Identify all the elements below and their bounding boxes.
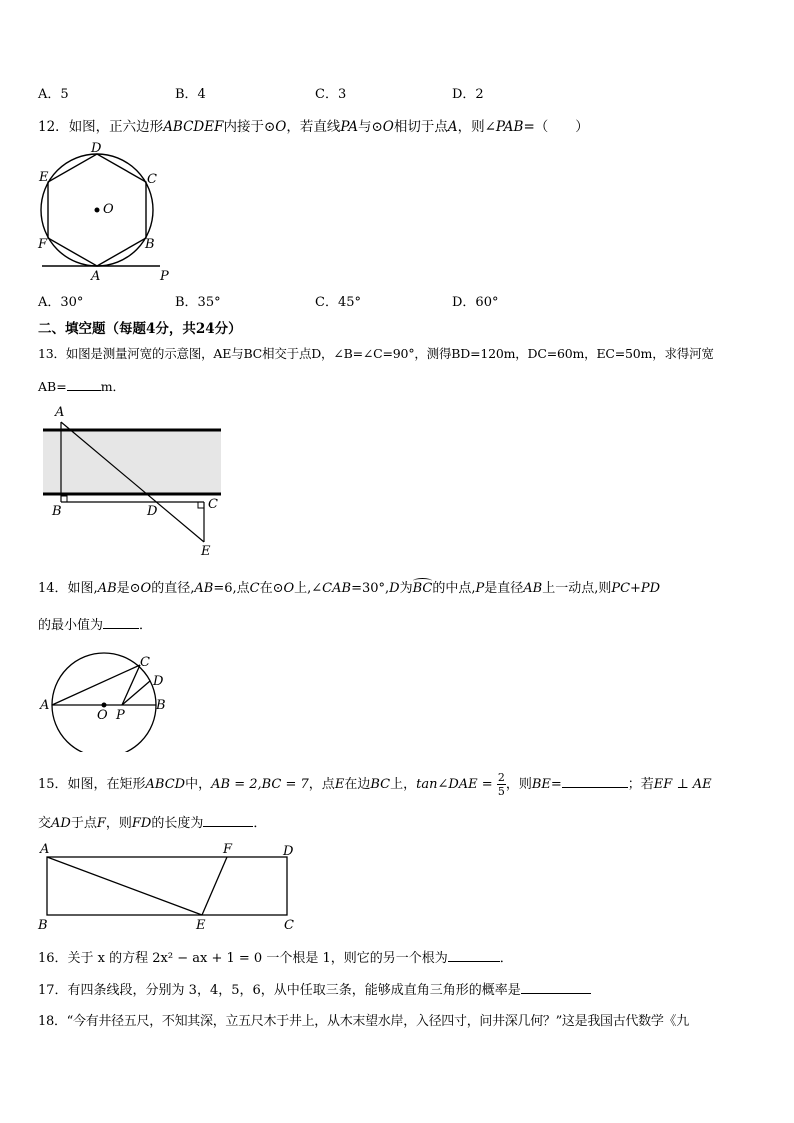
q14-center-dot [102, 703, 107, 708]
q14-label-o: O [97, 708, 108, 723]
q14-text: 为 [399, 581, 413, 596]
q14-var: O [140, 581, 152, 596]
q13-river-figure [36, 402, 236, 562]
q14-text: 上一动点,则 [542, 581, 612, 596]
q14-var: P [475, 581, 485, 596]
q12-text: 与⊙ [357, 119, 383, 135]
q14-segment-pd [122, 681, 150, 705]
q15-text: ． [253, 816, 267, 831]
q15-text: 上， [390, 777, 417, 792]
q12-text: ，若直线 [286, 119, 341, 135]
q14-segment-cp [122, 665, 140, 705]
q15-stem-line2 [38, 812, 266, 831]
q15-text: 中， [185, 777, 212, 792]
q15-label-a: A [40, 842, 50, 857]
q14-text: 是⊙ [116, 581, 141, 596]
q14-var: AB [194, 581, 214, 596]
q14-text: 的直径, [151, 581, 195, 596]
q13-answer-blank[interactable] [67, 378, 101, 391]
q12-label-p: P [160, 269, 169, 283]
q15-fraction [497, 771, 506, 798]
q14-var: D [389, 581, 400, 596]
q12-option-c: C．45° [315, 295, 361, 310]
q15-fraction-numerator: 2 [497, 771, 505, 784]
q13-label-e: E [201, 544, 211, 559]
q12-label-c: C [147, 172, 157, 187]
q13-text: AB= [38, 379, 67, 394]
q14-var: CAB [322, 581, 352, 596]
q15-label-b: B [38, 918, 48, 933]
q15-var: E [334, 777, 345, 792]
q15-text: = [550, 777, 562, 792]
q11-option-c: C．3 [315, 87, 347, 102]
q15-text: ，则 [105, 816, 132, 831]
q12-var: PAB [495, 119, 524, 135]
q12-text: =（ ） [523, 119, 589, 135]
q13-stem-line2 [38, 377, 125, 395]
q15-label-f: F [223, 842, 233, 857]
q12-var: O [275, 119, 287, 135]
q13-right-angle-c [198, 502, 204, 508]
q12-option-a: A．30° [38, 295, 84, 310]
q16-text: 16．关于 x 的方程 [38, 951, 153, 966]
q14-circle-figure [36, 648, 176, 752]
q12-var: A [447, 119, 458, 135]
q15-text: 于点 [70, 816, 97, 831]
q15-stem-line1 [38, 771, 712, 798]
q14-label-a: A [40, 698, 50, 713]
q14-stem-line2 [38, 614, 152, 633]
q15-answer-blank-2[interactable] [203, 814, 253, 827]
q12-option-d: D．60° [452, 295, 499, 310]
q15-var: ABCD [145, 777, 186, 792]
q15-fraction-denominator: 5 [497, 785, 505, 798]
q12-text: ，则∠ [457, 119, 496, 135]
q13-label-d: D [147, 504, 158, 519]
q14-var: C [249, 581, 260, 596]
q15-label-e: E [196, 918, 206, 933]
q15-text: ，点 [308, 777, 335, 792]
q15-var: BE [531, 777, 551, 792]
q15-segment-ae [47, 857, 202, 915]
q12-text: 如图，正六边形 [68, 119, 164, 135]
q12-var: O [382, 119, 394, 135]
q12-hexagon-figure [30, 138, 180, 283]
q15-segment-ef [202, 857, 227, 915]
q12-label-d: D [91, 141, 102, 156]
q15-text: ；若 [627, 777, 654, 792]
q15-var: BC [370, 777, 391, 792]
q13-text: m． [100, 379, 126, 394]
q13-right-angle-b [61, 496, 67, 502]
q12-var: ABCDEF [163, 119, 224, 135]
q12-text: 相切于点 [393, 119, 448, 135]
q14-text: 的最小值为 [38, 618, 104, 633]
q15-rectangle [47, 857, 287, 915]
q16-text: ． [499, 951, 513, 966]
q14-label-d: D [153, 674, 164, 689]
q14-answer-blank[interactable] [103, 616, 139, 629]
q13-label-a: A [55, 405, 65, 420]
q12-center-dot [95, 208, 100, 213]
q15-var: EF ⊥ AE [653, 777, 712, 792]
q15-label-c: C [284, 918, 294, 933]
q14-label-b: B [156, 698, 166, 713]
q16-text: 一个根是 1，则它的另一个根为 [262, 951, 448, 966]
q14-var: PC+PD [611, 581, 661, 596]
q15-var: FD [131, 816, 152, 831]
q17-answer-blank[interactable] [521, 981, 591, 994]
q14-text: =6,点 [213, 581, 250, 596]
q14-stem-line1 [38, 577, 660, 596]
q14-text: 14．如图, [38, 581, 98, 596]
q12-label-a: A [91, 269, 101, 283]
q14-text: 的中点, [432, 581, 476, 596]
q14-var: O [283, 581, 295, 596]
q13-label-b: B [52, 504, 62, 519]
q14-label-p: P [116, 708, 125, 723]
q15-var: F [96, 816, 106, 831]
section-2-title: 二、填空题（每题4分，共24分） [38, 321, 242, 337]
q15-text: ，则 [505, 777, 532, 792]
q13-river-area [43, 430, 221, 494]
q15-answer-blank-1[interactable] [562, 775, 628, 788]
q12-label-e: E [39, 170, 49, 185]
q11-option-b: B．4 [175, 87, 206, 102]
q12-var: PA [340, 119, 358, 135]
q12-label-b: B [145, 237, 155, 252]
q14-var: AB [523, 581, 543, 596]
q14-text: 在⊙ [259, 581, 284, 596]
q15-text: 的长度为 [151, 816, 204, 831]
q12-option-b: B．35° [175, 295, 221, 310]
q14-var: AB [97, 581, 117, 596]
q15-label-d: D [283, 844, 294, 859]
q15-var: AD [51, 816, 71, 831]
q11-option-a: A．5 [38, 87, 69, 102]
q16-answer-blank[interactable] [448, 949, 500, 962]
q18-stem: 18．“今有井径五尺，不知其深，立五尺木于井上，从木末望水岸，入径四寸，问井深几何？”这是我国古代数学《九 [38, 1014, 689, 1029]
q14-label-c: C [140, 655, 150, 670]
q16-equation: 2x² − ax + 1 = 0 [152, 951, 263, 966]
q17-text: 17．有四条线段，分别为 3，4，5，6，从中任取三条，能够成直角三角形的概率是 [38, 983, 521, 998]
q13-label-c: C [208, 497, 218, 512]
q11-option-d: D．2 [452, 87, 484, 102]
q14-arc-bc: BC [412, 581, 433, 596]
q14-text: =30°, [351, 581, 390, 596]
q14-text: 是直径 [484, 581, 524, 596]
q14-text: 上,∠ [294, 581, 323, 596]
q15-var: AB = 2,BC = 7 [211, 777, 309, 792]
q15-rectangle-figure [34, 840, 304, 936]
q16-stem [38, 947, 513, 966]
q15-text: 在边 [344, 777, 371, 792]
q17-stem [38, 979, 591, 998]
q12-stem [38, 115, 589, 135]
q15-text: 15．如图，在矩形 [38, 777, 146, 792]
q15-text: 交 [38, 816, 52, 831]
q14-text: ． [139, 618, 153, 633]
q12-label-f: F [38, 237, 48, 252]
q15-var: tan∠DAE = [416, 777, 493, 792]
q12-text: 内接于⊙ [223, 119, 276, 135]
q13-stem-line1: 13．如图是测量河宽的示意图，AE与BC相交于点D，∠B=∠C=90°，测得BD=120m，DC=60m，EC=50m，求得河宽 [38, 346, 714, 361]
q12-label-o: O [103, 202, 114, 217]
q12-number: 12． [38, 119, 69, 135]
